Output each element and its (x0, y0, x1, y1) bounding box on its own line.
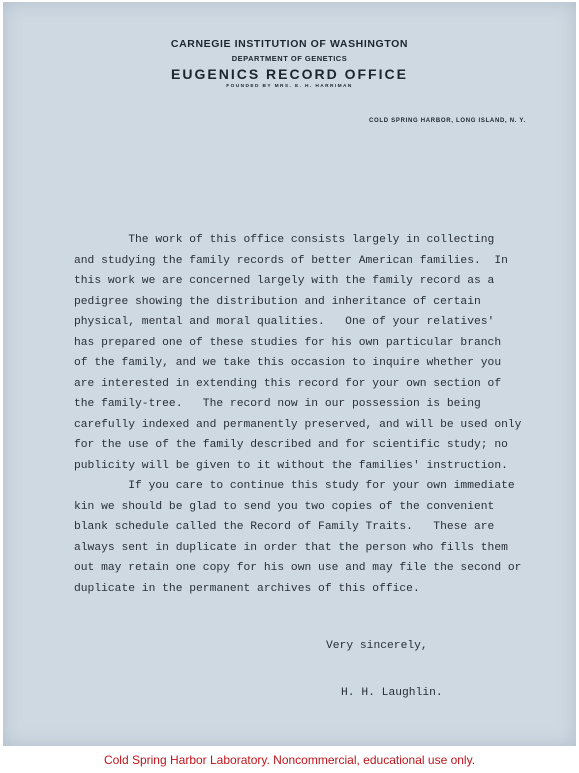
body-line: out may retain one copy for his own use and may file the second or (74, 562, 522, 574)
letterhead-institution: CARNEGIE INSTITUTION OF WASHINGTON (170, 38, 409, 50)
body-line: blank schedule called the Record of Family Traits. These are (74, 521, 495, 533)
body-line: are interested in extending this record for your own section of (74, 377, 502, 390)
body-line: The work of this office consists largely in collecting (74, 234, 495, 246)
archive-credit-footer: Cold Spring Harbor Laboratory. Noncommercial, educational use only. (103, 753, 476, 767)
body-line: the family-tree. The record now in our possession is being (74, 398, 481, 410)
body-line: duplicate in the permanent archives of this office. (74, 582, 420, 595)
body-line: carefully indexed and permanently preserved, and will be used only (74, 418, 522, 431)
body-line: for the use of the family described and for scientific study; no (74, 439, 508, 451)
letter-paper (3, 2, 576, 746)
letter-body (74, 230, 544, 599)
body-line: pedigree showing the distribution and inheritance of certain (74, 295, 481, 308)
letter-closing: Very sincerely, (326, 640, 428, 652)
body-line: this work we are concerned largely with the family record as a (74, 275, 495, 287)
letterhead-department: DEPARTMENT OF GENETICS (231, 54, 348, 63)
letterhead-office: EUGENICS RECORD OFFICE (171, 66, 408, 82)
body-line: publicity will be given to it without the families' instruction. (74, 459, 508, 472)
letterhead-founded: FOUNDED BY MRS. E. H. HARRIMAN (226, 84, 353, 89)
letterhead-location: COLD SPRING HARBOR, LONG ISLAND, N. Y. (369, 118, 526, 124)
body-line: physical, mental and moral qualities. One of your relatives' (74, 316, 495, 328)
body-line: of the family, and we take this occasion to inquire whether you (74, 357, 502, 369)
body-line: always sent in duplicate in order that the person who fills them (74, 541, 508, 554)
letter-signature: H. H. Laughlin. (341, 687, 443, 699)
body-line: If you care to continue this study for your own immediate (74, 480, 515, 492)
body-line: has prepared one of these studies for his own particular branch (74, 336, 502, 349)
body-line: kin we should be glad to send you two copies of the convenient (74, 500, 495, 513)
body-line: and studying the family records of better American families. In (74, 254, 508, 267)
